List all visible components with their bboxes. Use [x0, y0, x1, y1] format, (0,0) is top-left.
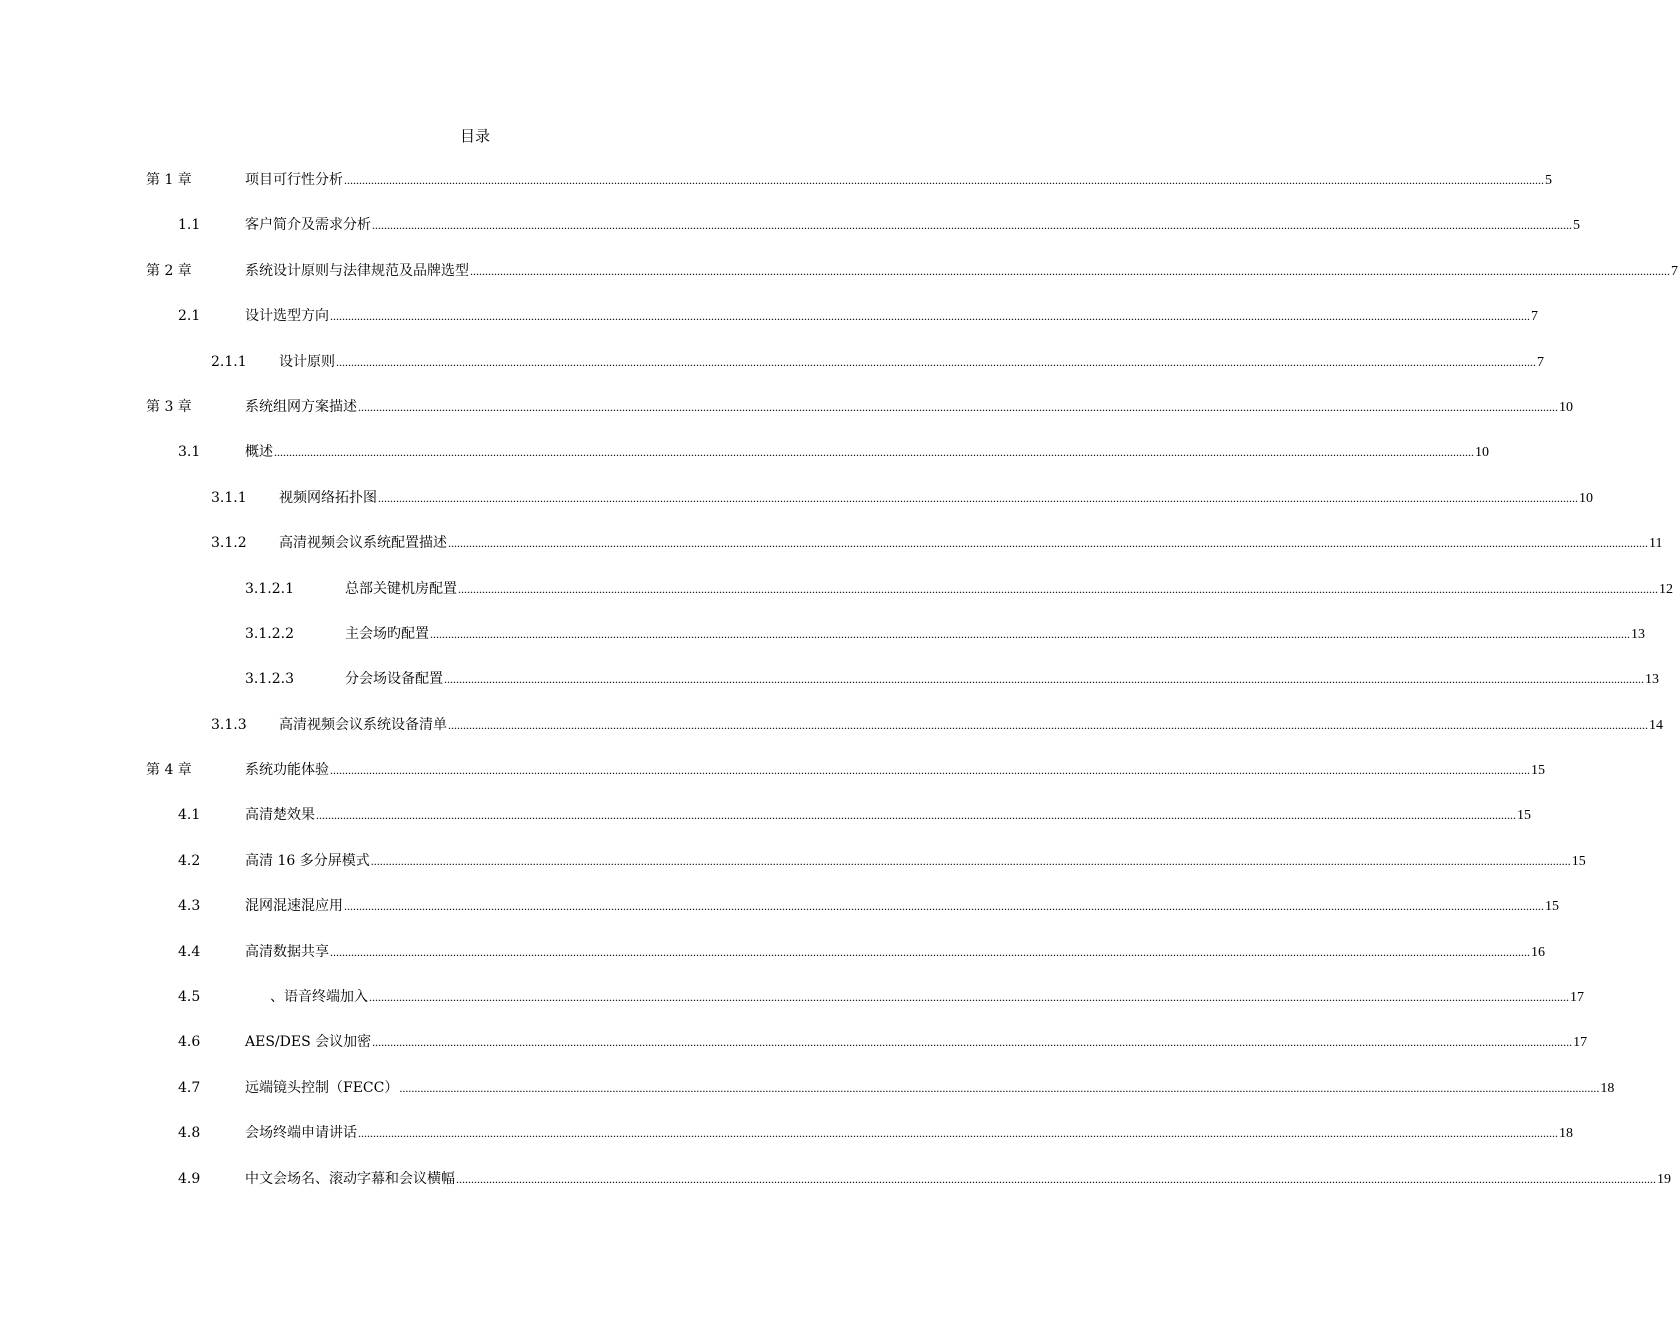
toc-entry-title: 分会场设备配置 [345, 671, 443, 688]
toc-entry-number: 3.1.2.2 [245, 625, 294, 642]
toc-entry-line [245, 987, 1584, 1008]
toc-entry[interactable] [0, 758, 1545, 803]
toc-entry-page: 19 [1657, 1171, 1671, 1187]
toc-entry-number: 4.1 [178, 807, 201, 824]
toc-entry-page: 7 [1531, 309, 1538, 325]
toc-entry-number: 1.1 [178, 217, 201, 234]
toc-entry-number: 4.2 [178, 852, 201, 869]
toc-entry-title: AES/DES 会议加密 [245, 1034, 372, 1051]
toc-entry-page: 10 [1475, 445, 1489, 461]
toc-entry-number: 第 4 章 [146, 762, 192, 779]
toc-entry-number: 4.7 [178, 1079, 201, 1096]
toc-entry-page: 15 [1517, 808, 1531, 824]
toc-entry[interactable] [0, 577, 1673, 622]
toc-entry[interactable] [0, 1167, 1671, 1212]
toc-entry-number: 4.3 [178, 898, 201, 915]
toc-entry-line [245, 1169, 1671, 1190]
toc-entry-title: 高清视频会议系统设备清单 [279, 716, 447, 733]
toc-entry-title: 概述 [245, 444, 273, 461]
toc-entry-title: 系统设计原则与法律规范及品牌选型 [245, 262, 469, 279]
toc-entry-number: 3.1.2.3 [245, 671, 294, 688]
toc-entry-title: 高清数据共享 [245, 943, 329, 960]
toc-leader-dots: ................................................................................................................................................................................................................................................................................................................................................................................................................ [448, 717, 1648, 732]
toc-entry-title: 系统组网方案描述 [245, 398, 357, 415]
toc-entry[interactable] [0, 667, 1659, 712]
toc-entry[interactable] [0, 803, 1531, 848]
toc-entry-page: 12 [1659, 581, 1673, 597]
toc-leader-dots: ................................................................................................................................................................................................................................................................................................................................................................................................................ [336, 354, 1536, 369]
toc-entry-number: 3.1 [178, 444, 201, 461]
toc-entry-title: 高清视频会议系统配置描述 [279, 535, 447, 552]
toc-entry-line [245, 851, 1586, 872]
toc-entry-line [245, 261, 1678, 282]
toc-entry-page: 15 [1531, 763, 1545, 779]
toc-entry[interactable] [0, 486, 1593, 531]
toc-entry[interactable] [0, 940, 1545, 985]
toc-entry-title: 总部关键机房配置 [345, 580, 457, 597]
toc-entry-page: 5 [1545, 173, 1552, 188]
toc-entry[interactable] [0, 440, 1489, 485]
toc-entry-line [245, 1032, 1588, 1053]
toc-entry-number: 第 1 章 [146, 172, 192, 188]
toc-entry-number: 3.1.2.1 [245, 580, 294, 597]
toc-entry-title: 混网混速混应用 [245, 898, 343, 915]
toc-leader-dots: ................................................................................................................................................................................................................................................................................................................................................................................................................ [456, 1171, 1656, 1186]
toc-entry-number: 第 2 章 [146, 262, 192, 279]
toc-leader-dots: ................................................................................................................................................................................................................................................................................................................................................................................................................ [344, 173, 1544, 187]
toc-entry-page: 18 [1600, 1080, 1615, 1096]
table-of-contents [0, 168, 1678, 1212]
toc-entry-line [279, 488, 1593, 509]
toc-leader-dots: ................................................................................................................................................................................................................................................................................................................................................................................................................ [330, 763, 1530, 778]
toc-entry-line [345, 579, 1673, 600]
toc-entry[interactable] [0, 622, 1645, 667]
toc-entry[interactable] [0, 259, 1678, 304]
toc-entry-line [245, 805, 1531, 826]
toc-entry-line [245, 760, 1545, 781]
toc-entry[interactable] [0, 350, 1544, 395]
toc-leader-dots: ................................................................................................................................................................................................................................................................................................................................................................................................................ [370, 853, 1571, 868]
toc-leader-dots: ................................................................................................................................................................................................................................................................................................................................................................................................................ [358, 1126, 1558, 1141]
toc-entry-page: 11 [1649, 536, 1663, 552]
toc-entry[interactable] [0, 894, 1559, 939]
toc-entry-line [245, 170, 1552, 191]
toc-leader-dots: ................................................................................................................................................................................................................................................................................................................................................................................................................ [330, 944, 1530, 959]
toc-leader-dots: ................................................................................................................................................................................................................................................................................................................................................................................................................ [448, 536, 1648, 551]
toc-entry-line [279, 533, 1663, 554]
toc-leader-dots: ................................................................................................................................................................................................................................................................................................................................................................................................................ [330, 309, 1530, 324]
toc-entry[interactable] [0, 713, 1663, 758]
toc-entry-title: 主会场旳配置 [345, 625, 429, 642]
toc-entry[interactable] [0, 304, 1538, 349]
toc-leader-dots: ................................................................................................................................................................................................................................................................................................................................................................................................................ [369, 990, 1569, 1005]
toc-leader-dots: ................................................................................................................................................................................................................................................................................................................................................................................................................ [344, 899, 1544, 914]
toc-leader-dots: ................................................................................................................................................................................................................................................................................................................................................................................................................ [378, 490, 1578, 505]
toc-entry-title: 视频网络拓扑图 [279, 489, 377, 506]
toc-entry-number: 2.1.1 [211, 353, 247, 370]
toc-entry-number: 4.9 [178, 1170, 201, 1187]
toc-entry-line [245, 942, 1545, 963]
toc-entry[interactable] [0, 1030, 1588, 1075]
toc-entry-page: 7 [1671, 263, 1678, 279]
toc-leader-dots: ................................................................................................................................................................................................................................................................................................................................................................................................................ [430, 626, 1630, 641]
toc-entry-number: 第 3 章 [146, 398, 192, 415]
toc-entry-number: 3.1.2 [211, 535, 247, 552]
toc-entry-title: 、语音终端加入 [270, 989, 368, 1006]
toc-entry-line [245, 215, 1580, 236]
toc-entry-title: 会场终端申请讲话 [245, 1125, 357, 1142]
toc-entry-title: 高清 16 多分屏模式 [245, 852, 370, 869]
toc-leader-dots: ................................................................................................................................................................................................................................................................................................................................................................................................................ [399, 1080, 1600, 1095]
toc-entry-title: 远端镜头控制（FECC） [245, 1079, 399, 1096]
toc-entry-line [245, 306, 1538, 327]
toc-entry-title: 高清楚效果 [245, 807, 315, 824]
toc-leader-dots: ................................................................................................................................................................................................................................................................................................................................................................................................................ [458, 581, 1658, 596]
toc-entry-page: 10 [1559, 399, 1573, 415]
toc-leader-dots: ................................................................................................................................................................................................................................................................................................................................................................................................................ [372, 218, 1572, 233]
toc-entry-title: 客户简介及需求分析 [245, 217, 371, 234]
toc-entry[interactable] [0, 395, 1573, 440]
toc-entry-number: 4.8 [178, 1125, 201, 1142]
toc-entry-page: 15 [1545, 899, 1559, 915]
toc-entry[interactable] [0, 213, 1580, 258]
toc-entry-line [279, 352, 1544, 373]
toc-entry-number: 3.1.3 [211, 716, 247, 733]
toc-entry[interactable] [0, 168, 1552, 213]
toc-entry-line [345, 669, 1659, 690]
toc-entry-line [245, 442, 1489, 463]
toc-entry-number: 2.1 [178, 308, 201, 325]
toc-entry-page: 17 [1570, 990, 1584, 1006]
toc-entry-line [345, 624, 1645, 645]
toc-leader-dots: ................................................................................................................................................................................................................................................................................................................................................................................................................ [358, 399, 1558, 414]
toc-entry-page: 5 [1573, 218, 1580, 234]
toc-title: 目录 [459, 127, 490, 145]
toc-entry[interactable] [0, 1076, 1615, 1121]
toc-entry[interactable] [0, 849, 1586, 894]
toc-entry-page: 13 [1631, 626, 1645, 642]
toc-entry-number: 4.4 [178, 943, 201, 960]
toc-entry-line [245, 397, 1573, 418]
toc-entry-title: 中文会场名、滚动字幕和会议横幅 [245, 1170, 455, 1187]
toc-leader-dots: ................................................................................................................................................................................................................................................................................................................................................................................................................ [372, 1035, 1573, 1050]
toc-entry-page: 10 [1579, 490, 1593, 506]
toc-entry-line [245, 1078, 1615, 1099]
toc-entry-title: 项目可行性分析 [245, 172, 343, 188]
toc-entry-page: 15 [1571, 853, 1586, 869]
toc-entry-page: 13 [1645, 672, 1659, 688]
toc-entry[interactable] [0, 531, 1663, 576]
toc-entry-line [245, 1123, 1573, 1144]
toc-entry-line [279, 715, 1663, 736]
toc-entry-line [245, 896, 1559, 917]
toc-entry-page: 7 [1537, 354, 1544, 370]
toc-entry-page: 17 [1573, 1035, 1588, 1051]
toc-entry-page: 14 [1649, 717, 1663, 733]
toc-entry-title: 设计原则 [279, 353, 335, 370]
toc-entry-title: 系统功能体验 [245, 762, 329, 779]
toc-entry-title: 设计选型方向 [245, 308, 329, 325]
toc-entry-page: 16 [1531, 944, 1545, 960]
toc-entry-number: 4.6 [178, 1034, 201, 1051]
toc-entry-number: 4.5 [178, 989, 201, 1006]
toc-entry[interactable] [0, 1121, 1573, 1166]
toc-leader-dots: ................................................................................................................................................................................................................................................................................................................................................................................................................ [444, 672, 1644, 687]
toc-leader-dots: ................................................................................................................................................................................................................................................................................................................................................................................................................ [316, 808, 1516, 823]
toc-leader-dots: ................................................................................................................................................................................................................................................................................................................................................................................................................ [470, 263, 1670, 278]
toc-entry-page: 18 [1559, 1126, 1573, 1142]
toc-entry[interactable] [0, 985, 1584, 1030]
toc-entry-number: 3.1.1 [211, 489, 247, 506]
toc-leader-dots: ................................................................................................................................................................................................................................................................................................................................................................................................................ [274, 445, 1474, 460]
